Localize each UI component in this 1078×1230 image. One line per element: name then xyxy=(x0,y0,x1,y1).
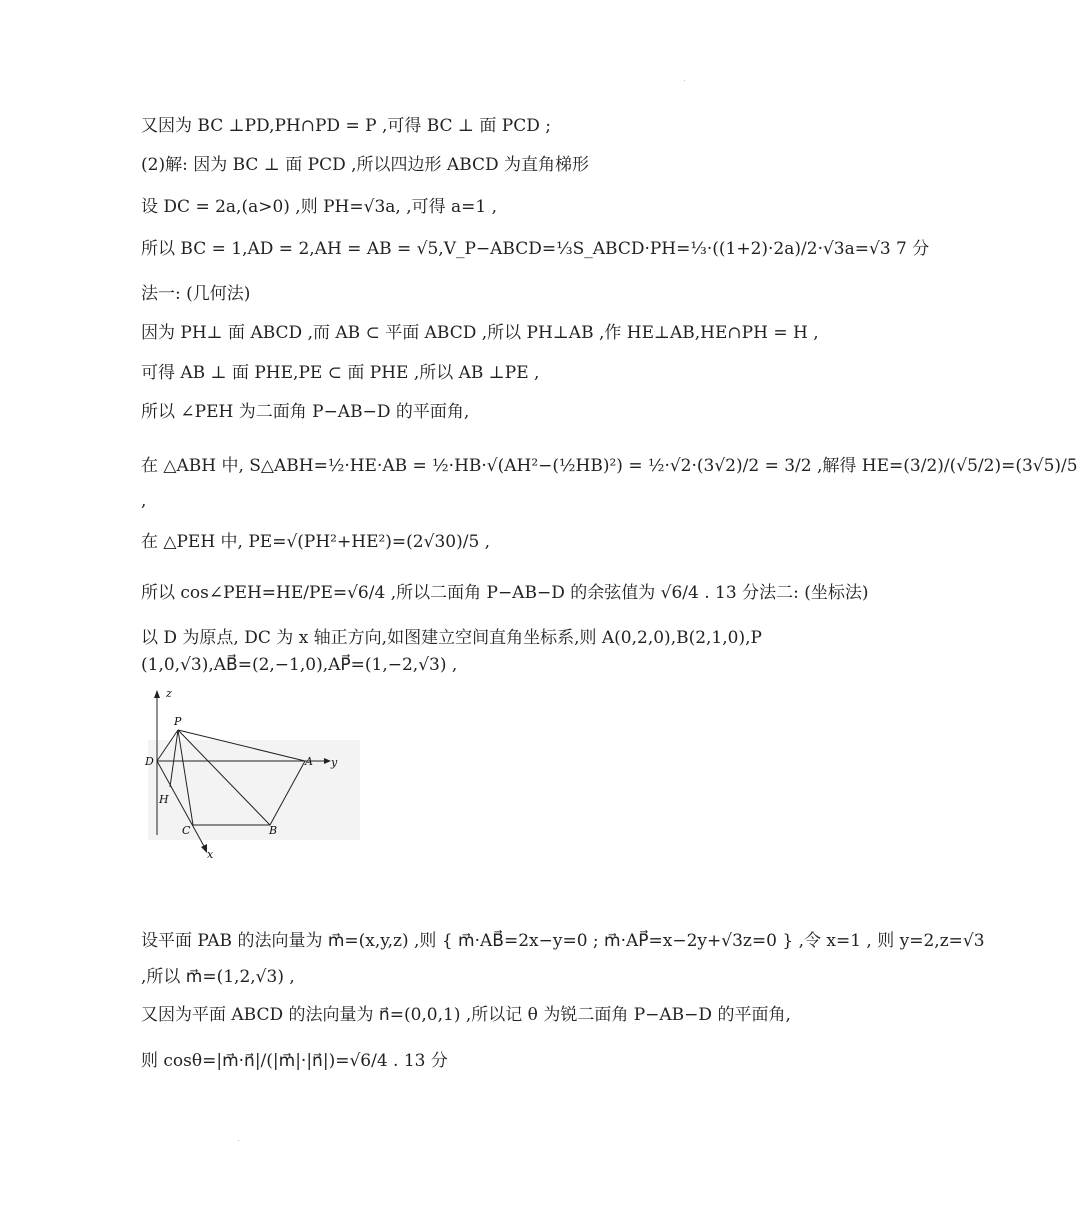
label-A: A xyxy=(305,755,313,768)
text-line: 在 △ABH 中, S△ABH=½·HE·AB = ½·HB·√(AH²−(½HB)²) = ½·√2·(3√2)/2 = 3/2 ,解得 HE=(3/2)/(√5/2)=(3√5)/5 xyxy=(141,456,1078,476)
text-line: 则 cosθ=|m⃗·n⃗|/(|m⃗|·|n⃗|)=√6/4 . 13 分 xyxy=(141,1051,448,1071)
label-H: H xyxy=(159,793,169,806)
text-line: 又因为 BC ⊥PD,PH∩PD = P ,可得 BC ⊥ 面 PCD ; xyxy=(141,116,551,136)
label-B: B xyxy=(269,824,278,837)
text-line: 又因为平面 ABCD 的法向量为 n⃗=(0,0,1) ,所以记 θ 为锐二面角 P−AB−D 的平面角, xyxy=(141,1005,791,1025)
label-z: z xyxy=(166,687,172,700)
text-line: (1,0,√3),AB⃗=(2,−1,0),AP⃗=(1,−2,√3) , xyxy=(141,655,458,675)
text-line: 法一: (几何法) xyxy=(141,284,251,304)
label-D: D xyxy=(145,755,154,768)
text-line: 设 DC = 2a,(a>0) ,则 PH=√3a, ,可得 a=1 , xyxy=(141,197,498,217)
text-line: 以 D 为原点, DC 为 x 轴正方向,如图建立空间直角坐标系,则 A(0,2,0),B(2,1,0),P xyxy=(141,628,762,648)
text-line: 所以 ∠PEH 为二面角 P−AB−D 的平面角, xyxy=(141,402,470,422)
text-line: 因为 PH⊥ 面 ABCD ,而 AB ⊂ 平面 ABCD ,所以 PH⊥AB ,作 HE⊥AB,HE∩PH = H , xyxy=(141,323,819,343)
scan-dot xyxy=(238,1140,239,1141)
text-line: ,所以 m⃗=(1,2,√3) , xyxy=(141,967,295,987)
text-line: 所以 cos∠PEH=HE/PE=√6/4 ,所以二面角 P−AB−D 的余弦值为 √6/4 . 13 分法二: (坐标法) xyxy=(141,583,869,603)
text-line: 在 △PEH 中, PE=√(PH²+HE²)=(2√30)/5 , xyxy=(141,532,491,552)
text-line: , xyxy=(141,491,147,511)
label-x: x xyxy=(207,848,214,861)
label-C: C xyxy=(182,824,191,837)
z-arrow xyxy=(154,690,160,698)
text-line: 可得 AB ⊥ 面 PHE,PE ⊂ 面 PHE ,所以 AB ⊥PE , xyxy=(141,363,540,383)
label-P: P xyxy=(174,715,182,728)
coordinate-figure xyxy=(140,685,365,865)
scan-dot xyxy=(684,80,685,81)
label-y: y xyxy=(331,756,338,769)
text-line: 所以 BC = 1,AD = 2,AH = AB = √5,V_P−ABCD=⅓S_ABCD·PH=⅓·((1+2)·2a)/2·√3a=√3 7 分 xyxy=(141,239,930,259)
text-line: 设平面 PAB 的法向量为 m⃗=(x,y,z) ,则 { m⃗·AB⃗=2x−y=0 ; m⃗·AP⃗=x−2y+√3z=0 } ,令 x=1 , 则 y=2,z=√3 xyxy=(141,931,985,951)
text-line: (2)解: 因为 BC ⊥ 面 PCD ,所以四边形 ABCD 为直角梯形 xyxy=(141,155,590,175)
